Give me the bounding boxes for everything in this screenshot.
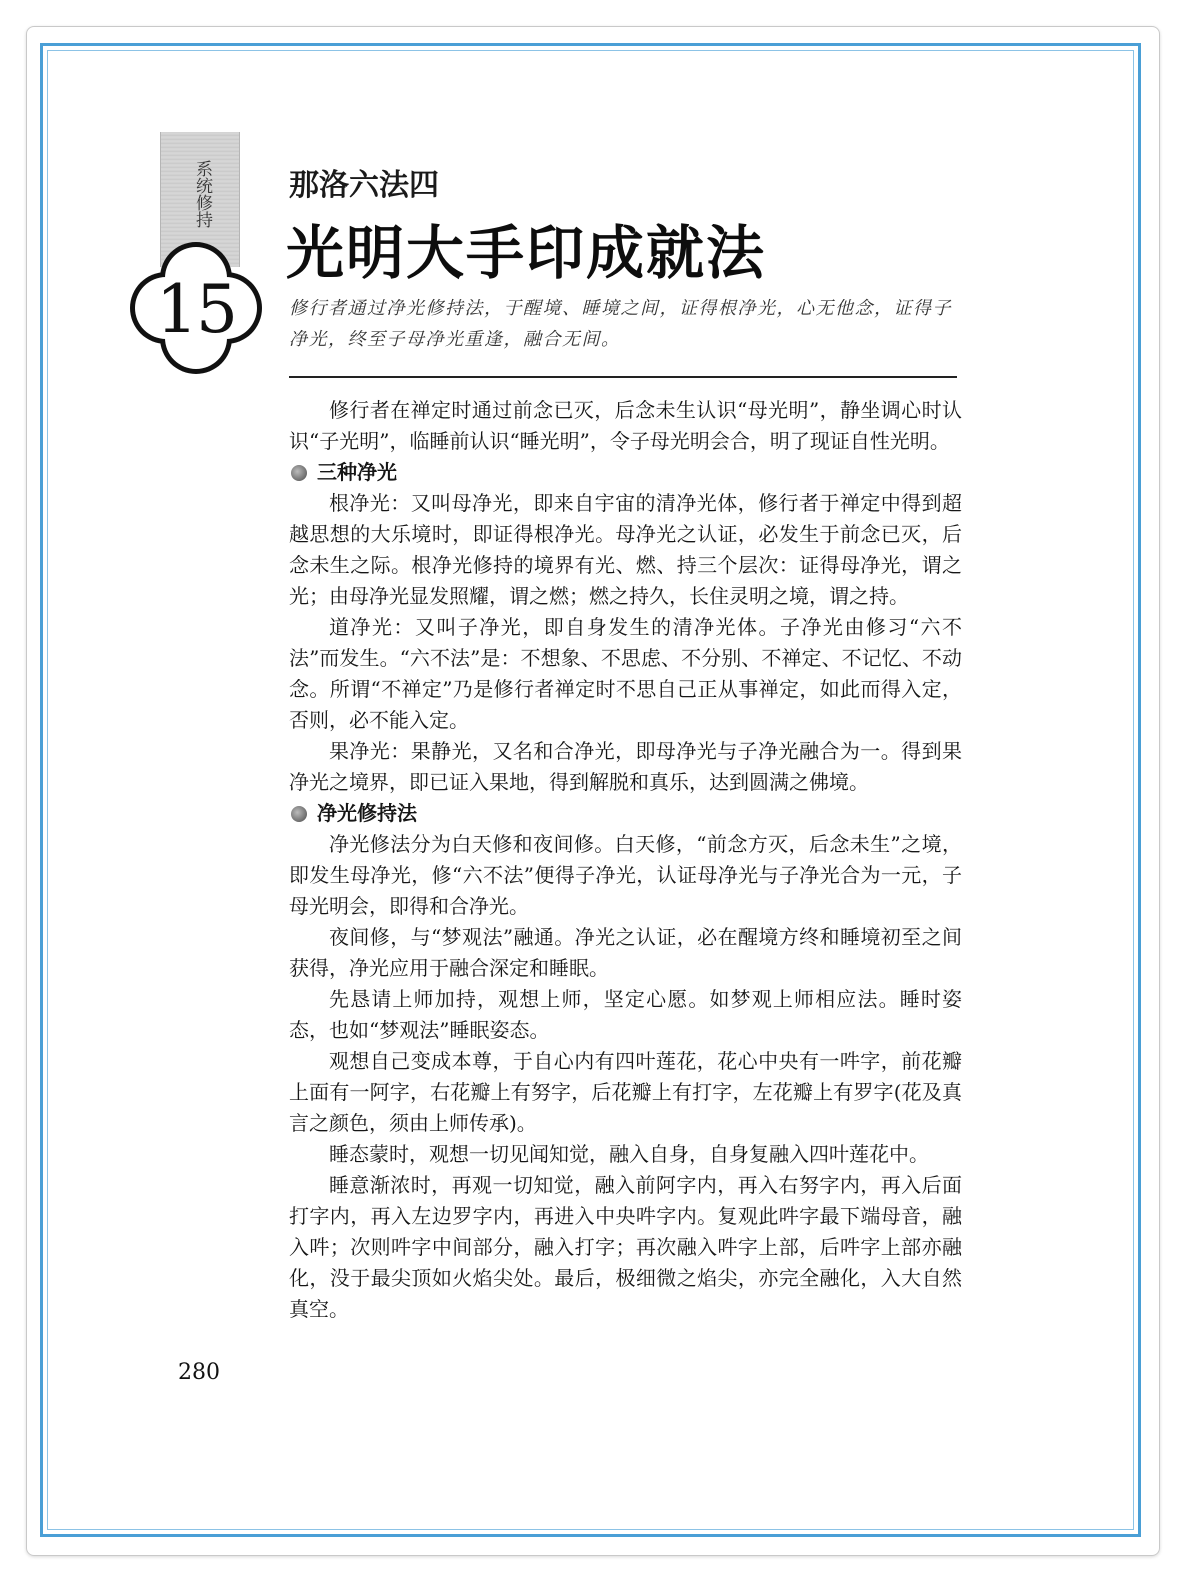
page-number: 280 bbox=[178, 1360, 220, 1385]
paragraph: 观想自己变成本尊，于自心内有四叶莲花，花心中央有一吽字，前花瓣上面有一阿字，右花瓣上有努字，后花瓣上有打字，左花瓣上有罗字(花及真言之颜色，须由上师传承)。 bbox=[289, 1049, 962, 1135]
paragraph: 根净光：又叫母净光，即来自宇宙的清净光体，修行者于禅定中得到超越思想的大乐境时，即证得根净光。母净光之认证，必发生于前念已灭，后念未生之际。根净光修持的境界有光、燃、持三个层次：证得母净光，谓之光；由母净光显发照耀，谓之燃；燃之持久，长住灵明之境，谓之持。 bbox=[289, 491, 962, 608]
side-tab-label: 系统修持 bbox=[192, 160, 212, 228]
paragraph: 睡态蒙时，观想一切见闻知觉，融入自身，自身复融入四叶莲花中。 bbox=[329, 1142, 929, 1166]
divider-rule bbox=[289, 376, 957, 378]
section-heading-label: 三种净光 bbox=[317, 460, 397, 484]
intro-paragraph: 修行者在禅定时通过前念已灭，后念未生认识“母光明”，静坐调心时认识“子光明”，临睡前认识“睡光明”，令子母光明会合，明了现证自性光明。 bbox=[289, 398, 962, 453]
chapter-number: 15 bbox=[156, 271, 236, 348]
paragraph: 睡意渐浓时，再观一切知觉，融入前阿字内，再入右努字内，再入后面打字内，再入左边罗字内，再进入中央吽字内。复观此吽字最下端母音，融入吽；次则吽字中间部分，融入打字；再次融入吽字上部，后吽字上部亦融化，没于最尖顶如火焰尖处。最后，极细微之焰尖，亦完全融化，入大自然真空。 bbox=[289, 1173, 962, 1321]
chapter-subtitle: 那洛六法四 bbox=[289, 168, 439, 203]
chapter-intro: 修行者通过净光修持法，于醒境、睡境之间，证得根净光，心无他念，证得子净光，终至子母净光重逢，融合无间。 bbox=[289, 298, 952, 350]
section-heading-practice bbox=[289, 798, 962, 829]
paragraph: 夜间修，与“梦观法”融通。净光之认证，必在醒境方终和睡境初至之间获得，净光应用于融合深定和睡眠。 bbox=[289, 925, 962, 980]
body-text bbox=[289, 395, 962, 1325]
section-heading-label: 净光修持法 bbox=[317, 801, 417, 825]
paragraph: 净光修法分为白天修和夜间修。白天修，“前念方灭，后念未生”之境，即发生母净光，修“六不法”便得子净光，认证母净光与子净光合为一元，子母光明会，即得和合净光。 bbox=[289, 832, 962, 918]
bullet-icon bbox=[291, 465, 307, 481]
paragraph: 果净光：果静光，又名和合净光，即母净光与子净光融合为一。得到果净光之境界，即已证入果地，得到解脱和真乐，达到圆满之佛境。 bbox=[289, 739, 962, 794]
bullet-icon bbox=[291, 806, 307, 822]
paragraph: 先恳请上师加持，观想上师，坚定心愿。如梦观上师相应法。睡时姿态，也如“梦观法”睡眠姿态。 bbox=[289, 987, 962, 1042]
paragraph: 道净光：又叫子净光，即自身发生的清净光体。子净光由修习“六不法”而发生。“六不法”是：不想象、不思虑、不分别、不禅定、不记忆、不动念。所谓“不禅定”乃是修行者禅定时不思自己正从事禅定，如此而得入定，否则，必不能入定。 bbox=[289, 615, 962, 732]
chapter-title: 光明大手印成就法 bbox=[286, 219, 767, 287]
section-heading-three-lights bbox=[289, 457, 962, 488]
